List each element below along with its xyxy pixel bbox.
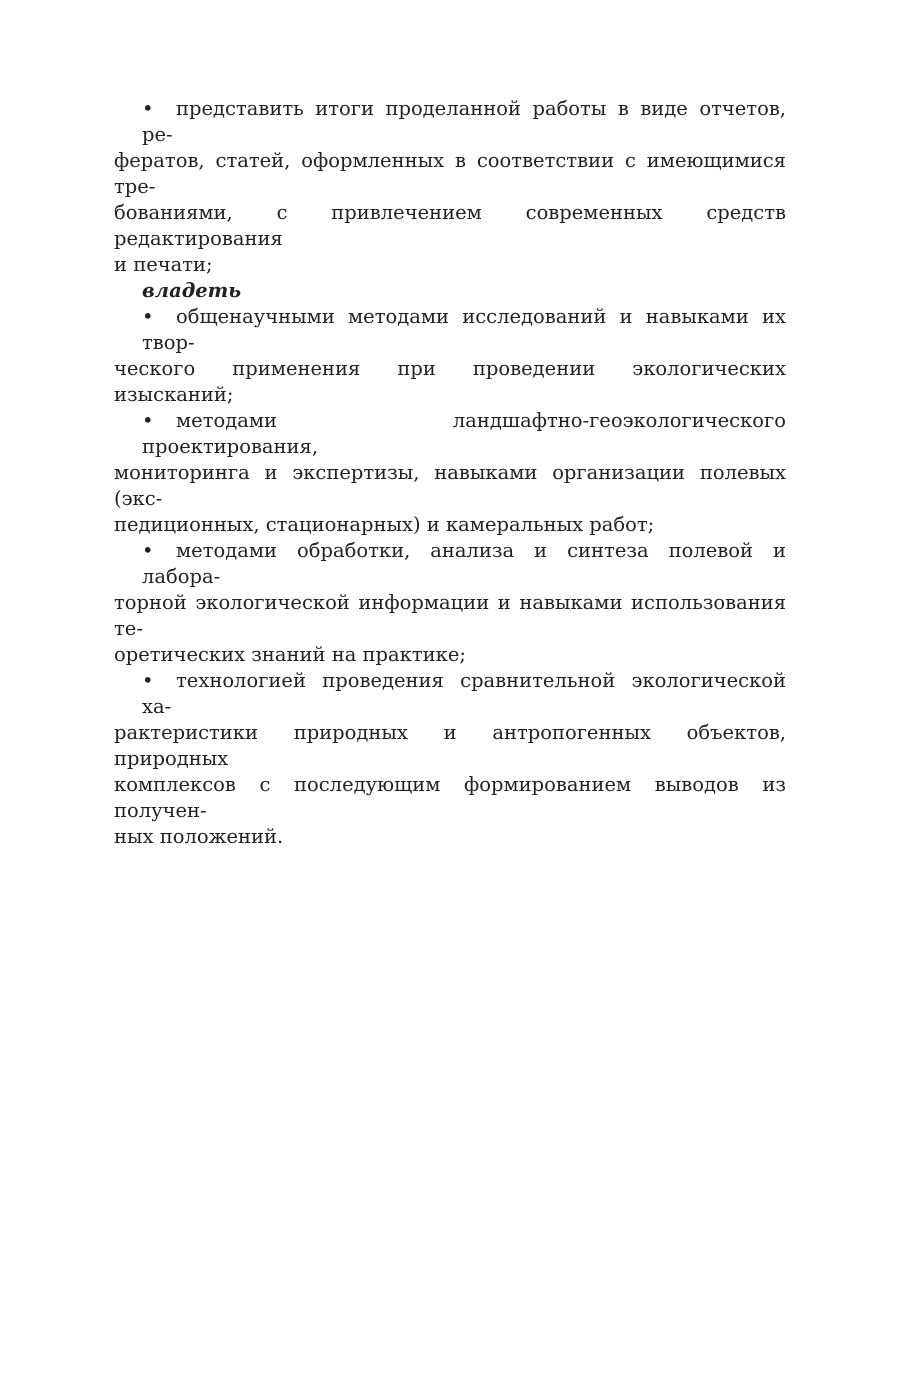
list-item xyxy=(114,668,786,850)
list-item-line: мониторинга и экспертизы, навыками организации полевых (экс- xyxy=(114,461,786,510)
list-item-text: методами обработки, анализа и синтеза полевой и лабора- xyxy=(142,539,786,588)
list-item-line: и печати; xyxy=(114,253,213,276)
bullet-icon: • xyxy=(142,669,154,692)
list-item-line: фератов, статей, оформленных в соответствии с имеющимися тре- xyxy=(114,149,786,198)
list-item-line: оретических знаний на практике; xyxy=(114,643,466,666)
list-item xyxy=(114,408,786,538)
list-item-line: бованиями, с привлечением современных средств редактирования xyxy=(114,201,786,250)
bullet-icon: • xyxy=(142,305,154,328)
list-item-line: ных положений. xyxy=(114,825,284,848)
list-item-text: общенаучными методами исследований и навыками их твор- xyxy=(142,305,786,354)
bullet-icon: • xyxy=(142,97,154,120)
bullet-icon: • xyxy=(142,409,154,432)
list-item-line xyxy=(114,304,786,356)
list-item-line: торной экологической информации и навыками использования те- xyxy=(114,591,786,640)
list-item-line: ческого применения при проведении экологических изысканий; xyxy=(114,357,786,406)
list-item xyxy=(114,538,786,668)
list-item-line: комплексов с последующим формированием выводов из получен- xyxy=(114,773,786,822)
list-item-text: методами ландшафтно-геоэкологического проектирования, xyxy=(142,409,786,458)
page-content xyxy=(114,96,786,850)
list-item-text: представить итоги проделанной работы в виде отчетов, ре- xyxy=(142,97,786,146)
bullet-icon: • xyxy=(142,539,154,562)
list-item xyxy=(114,96,786,278)
list-item-line xyxy=(114,96,786,148)
list-item-text: технологией проведения сравнительной экологической ха- xyxy=(142,669,786,718)
list-item-line xyxy=(114,538,786,590)
list-item xyxy=(114,304,786,408)
list-item-line: педиционных, стационарных) и камеральных работ; xyxy=(114,513,655,536)
section-heading: владеть xyxy=(142,279,242,302)
list-item-line xyxy=(114,668,786,720)
list-item-line: рактеристики природных и антропогенных объектов, природных xyxy=(114,721,786,770)
list-item-line xyxy=(114,408,786,460)
